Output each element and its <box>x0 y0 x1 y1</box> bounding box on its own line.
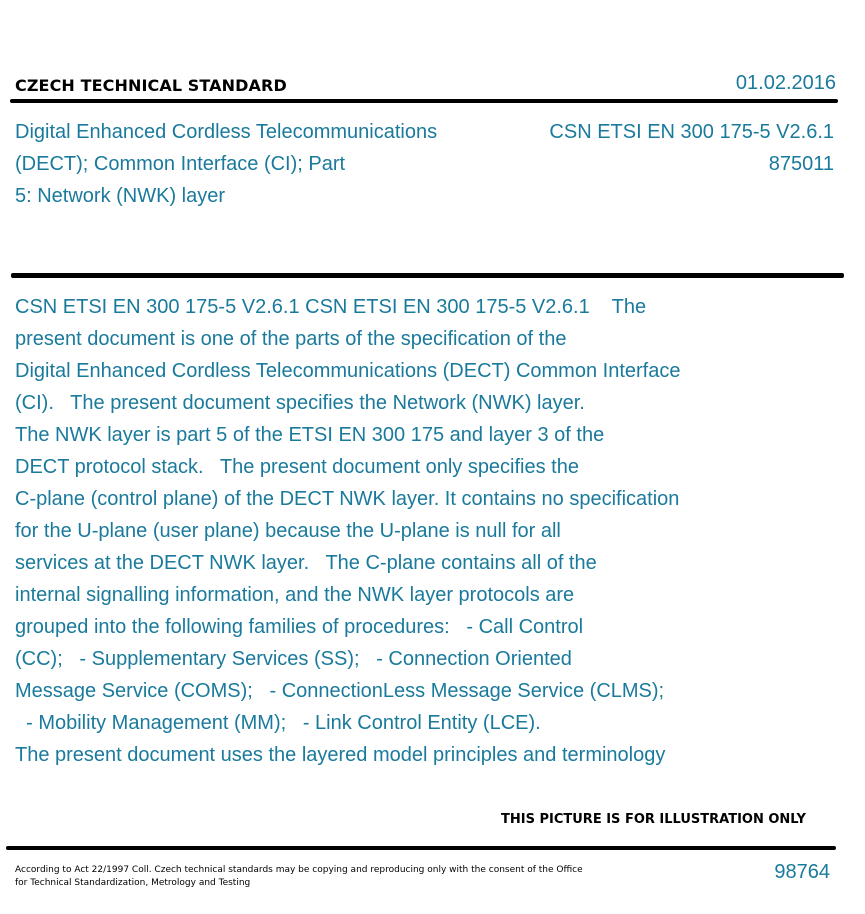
document-title-line: Digital Enhanced Cordless Telecommunications <box>15 121 438 143</box>
header-divider <box>10 99 838 103</box>
legal-notice-line: According to Act 22/1997 Coll. Czech technical standards may be copying and reproducing only with the consent of the Office <box>15 865 583 875</box>
illustration-notice: THIS PICTURE IS FOR ILLUSTRATION ONLY <box>501 812 806 827</box>
abstract-line: (CC); - Supplementary Services (SS); - Connection Oriented <box>15 648 572 670</box>
abstract-line: The present document uses the layered model principles and terminology <box>15 744 666 766</box>
document-title <box>15 116 485 212</box>
standard-code: CSN ETSI EN 300 175-5 V2.6.1 <box>549 121 834 143</box>
abstract-line: internal signalling information, and the NWK layer protocols are <box>15 584 575 606</box>
abstract-line: present document is one of the parts of the specification of the <box>15 328 567 350</box>
document-number: 98764 <box>774 861 830 883</box>
publication-date: 01.02.2016 <box>735 72 836 94</box>
document-identifier <box>549 116 834 180</box>
abstract-line: Digital Enhanced Cordless Telecommunications (DECT) Common Interface <box>15 360 681 382</box>
abstract-line: The NWK layer is part 5 of the ETSI EN 300 175 and layer 3 of the <box>15 424 605 446</box>
document-title-line: 5: Network (NWK) layer <box>15 185 226 207</box>
abstract-line: for the U-plane (user plane) because the U-plane is null for all <box>15 520 561 542</box>
abstract-line: DECT protocol stack. The present document only specifies the <box>15 456 579 478</box>
abstract-line: (CI). The present document specifies the Network (NWK) layer. <box>15 392 585 414</box>
document-title-line: (DECT); Common Interface (CI); Part <box>15 153 346 175</box>
abstract-line: CSN ETSI EN 300 175-5 V2.6.1 CSN ETSI EN 300 175-5 V2.6.1 The <box>15 296 647 318</box>
footer-divider <box>6 846 836 850</box>
abstract-line: grouped into the following families of procedures: - Call Control <box>15 616 584 638</box>
title-divider <box>11 273 844 278</box>
abstract-line: Message Service (COMS); - ConnectionLess Message Service (CLMS); <box>15 680 665 702</box>
legal-notice-line: for Technical Standardization, Metrology and Testing <box>15 878 251 888</box>
abstract-line: C-plane (control plane) of the DECT NWK layer. It contains no specification <box>15 488 680 510</box>
document-abstract <box>15 291 680 771</box>
class-number: 875011 <box>768 153 834 175</box>
legal-notice <box>15 864 583 890</box>
abstract-line: - Mobility Management (MM); - Link Control Entity (LCE). <box>15 712 541 734</box>
abstract-line: services at the DECT NWK layer. The C-plane contains all of the <box>15 552 597 574</box>
standard-type-heading: CZECH TECHNICAL STANDARD <box>15 76 287 95</box>
